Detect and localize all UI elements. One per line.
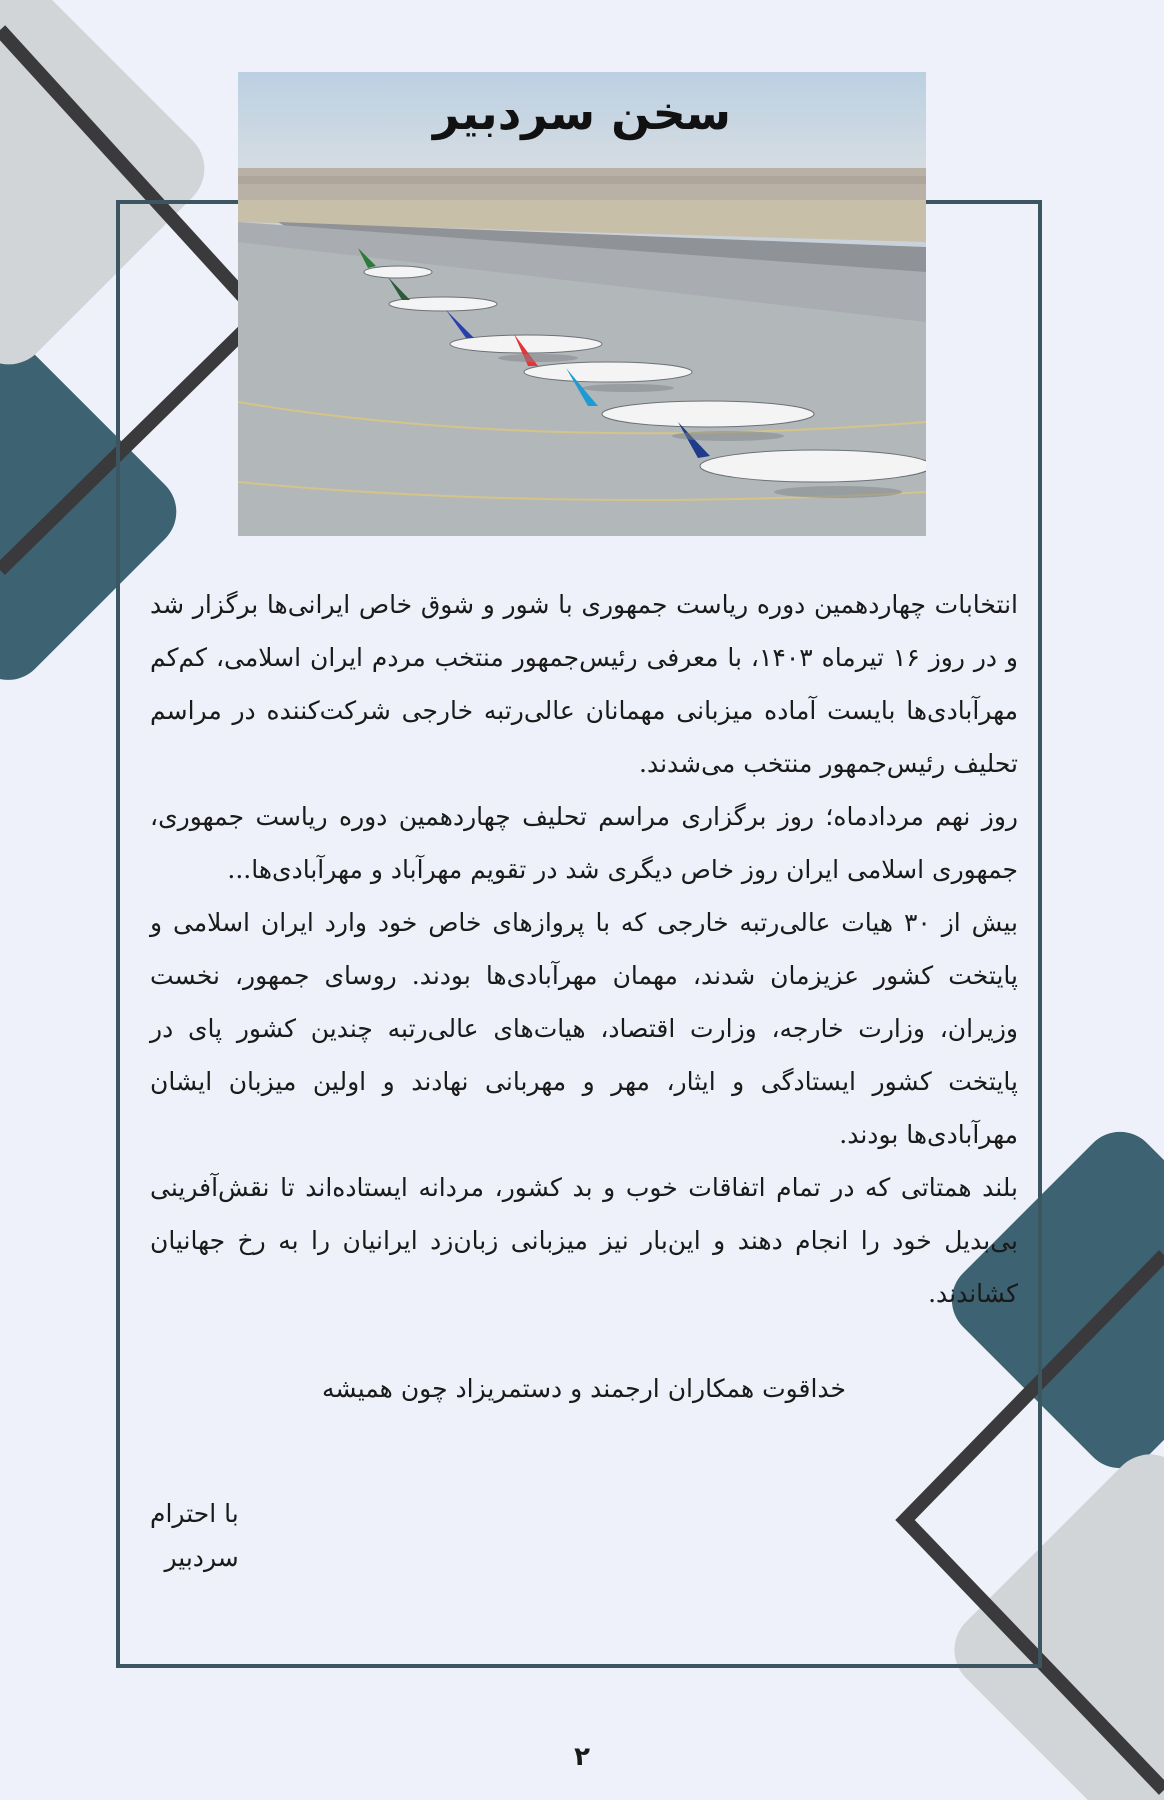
- page-number: ۲: [574, 1742, 590, 1772]
- article-paragraph: انتخابات چهاردهمین دوره ریاست جمهوری با شور و شوق خاص ایرانی‌ها برگزار شد و در روز ۱۶ تیرماه ۱۴۰۳، با معرفی رئیس‌جمهور منتخب مردم ایران اسلامی، کم‌کم مهرآبادی‌ها بایست آماده میزبانی مهمانان عالی‌رتبه خارجی شرکت‌کننده در مراسم تحلیف رئیس‌جمهور منتخب می‌شدند.: [150, 590, 1019, 778]
- closing-line: خداقوت همکاران ارجمند و دستمریزاد چون همیشه: [321, 1374, 847, 1403]
- regards-text: با احترام: [150, 1499, 239, 1528]
- signature-block: [150, 1492, 239, 1580]
- signer-text: سردبیر: [164, 1543, 239, 1572]
- airport-apron-photo: [238, 72, 926, 536]
- header-photo: [238, 72, 926, 536]
- article-paragraph: بلند همتاتی که در تمام اتفاقات خوب و بد کشور، مردانه ایستاده‌اند تا نقش‌آفرینی بی‌بدیل خود را انجام دهند و این‌بار نیز میزبانی زبان‌زد ایرانیان را به رخ جهانیان کشاندند.: [150, 1173, 1018, 1308]
- article-paragraph: بیش از ۳۰ هیات عالی‌رتبه خارجی که با پروازهای خاص خود وارد ایران اسلامی و پایتخت کشور عزیزمان شدند، مهمان مهرآبادی‌ها بودند. روسای جمهور، نخست وزیران، وزارت خارجه، وزارت اقتصاد، هیات‌های عالی‌رتبه چندین کشور پای در پایتخت کشور ایستادگی و ایثار، مهر و مهربانی نهادند و اولین میزبان ایشان مهرآبادی‌ها بودند.: [150, 908, 1018, 1149]
- article-body: [150, 578, 1018, 1320]
- page-title: سخن سردبیر: [433, 86, 731, 140]
- article-paragraph: روز نهم مردادماه؛ روز برگزاری مراسم تحلیف چهاردهمین دوره ریاست جمهوری، جمهوری اسلامی ایران روز خاص دیگری شد در تقویم مهرآباد و مهرآبادی‌ها...: [150, 802, 1018, 884]
